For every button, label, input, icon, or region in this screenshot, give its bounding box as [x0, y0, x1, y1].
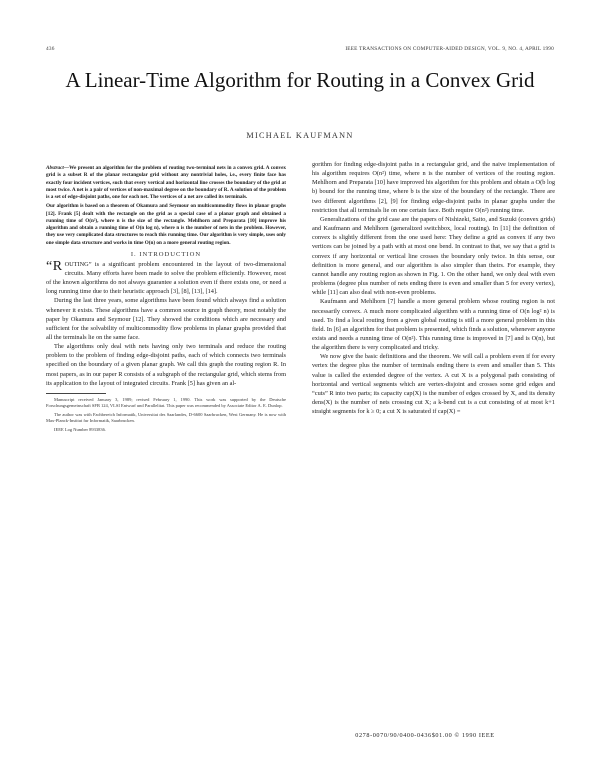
intro-paragraph-1-text: OUTING” is a significant problem encountered in the layout of two-dimensional circuits. Many efforts have been made to solve the problem efficiently. However, most of the known algorithms do not always guarantee a solution even if there exists one, or need a long running time due to their heuristic approach [3], [8], [13], [14]. — [46, 260, 286, 296]
abstract-label: Abstract — [46, 165, 64, 171]
footnote-manuscript: Manuscript received January 3, 1989; revised February 1, 1990. This work was supported by the Deutsche Forschungsgemeinschaft SFB 124, VLSI Entwurf und Parallelitat. This paper was recommended by Associate Editor A. E. Dunlop. — [46, 396, 286, 409]
paper-title: A Linear-Time Algorithm for Routing in a Convex Grid — [65, 68, 535, 92]
footnote-affiliation: The author was with Fachbereich Informatik, Universitat des Saarlandes, D-6600 Saarbrucken, West Germany. He is now with Max-Planck-Institut fur Informatik, Saarbrucken. — [46, 412, 286, 424]
right-paragraph-2: Generalizations of the grid case are the papers of Nishizeki, Saito, and Suzuki (convex grids) and Kaufmann and Mehlhorn (generalized switchbox, local routing). In [11] the definition of convex is slightly different from the one used here: They define a grid as convex if any two vertices can be joined by a path with at most one bend. In contrast to that, we say that a grid is convex if any horizontal or vertical line crosses the boundary only twice. In this sense, our definition is more general, and our algorithm is also simpler than theirs. For example, they cannot handle any routing region as shown in Fig. 1. On the other hand, we only deal with even problems (degree plus number of nets ending there is even and smaller than 5 for every vertex), while [11] can also deal with non-even problems. — [312, 215, 555, 297]
intro-paragraph-2: During the last three years, some algorithms have been found which always find a solution whenever it exists. These algorithms have a common source in graph theory, most notably the paper by Okamura and Seymour [12]. They showed the conditions which are necessary and sufficient for the solvability of multicommodity flow problems in planar graphs provided that all the terminals lie on the same face. — [46, 297, 286, 341]
running-header: IEEE TRANSACTIONS ON COMPUTER-AIDED DESIGN, VOL. 9, NO. 4, APRIL 1990 — [345, 46, 554, 52]
left-column — [46, 165, 286, 433]
abstract-paragraph-2: Our algorithm is based on a theorem of Okamura and Seymour on multicommodity flows in planar graphs [12]. Frank [5] dealt with the rectangle on the grid as a special case of a planar graph and obtained a running time of O(n²), where n is the size of the rectangle. Mehlhorn and Preparata [10] improve his algorithm and obtain a running time of O(n log n), where n is the number of nets in the problem. However, they use very complicated data structures to reach this running time. Our algorithm is very simple, uses only one simple data structure and works in time O(n) on a more general routing region. — [46, 203, 286, 246]
footnote-divider — [46, 393, 106, 394]
right-paragraph-4: We now give the basic definitions and the theorem. We will call a problem even if for every vertex the degree plus the number of terminals ending there is even and smaller than 5. This value is called the extended degree of the vertex. A cut X is a polygonal path consisting of horizontal and vertical segments which are vertex-disjoint and crosses some grid edges and “cuts” R into two parts; its capacity cap(X) is the number of edges crossed by X, and its density dens(X) is the number of nets crossing cut X; a k-bend cut is a cut consisting of at most k+1 straight segments for k ≥ 0; a cut X is saturated if cap(X) = — [312, 353, 555, 416]
copyright-line: 0278-0070/90/0400-0436$01.00 © 1990 IEEE — [355, 732, 495, 739]
author-name: MICHAEL KAUFMANN — [246, 131, 354, 140]
right-paragraph-1: gorithm for finding edge-disjoint paths in a rectangular grid, and the naive implementation of his algorithm requires O(n²) time, where n is the number of vertices of the routing region. Mehlhorn and Preparata [10] have improved his algorithm for this problem and obtain a O(b log b) bound for the running time, where b is the size of the boundary of the rectangle. There are two different algorithms [2], [9] for finding edge-disjoint paths in planar graphs under the restriction that all terminals lie on one certain face. Both require O(n²) running time. — [312, 161, 555, 214]
intro-paragraph-1 — [46, 260, 286, 297]
abstract-paragraph-1: Abstract—We present an algorithm for the problem of routing two-terminal nets in a convex grid. A convex grid is a subset R of the planar rectangular grid without any nontrivial holes, i.e., every finite face has exactly four incident vertices, such that every vertical and horizontal line crosses the boundary of the grid at most twice. A net is a pair of vertices of non-maximal degree on the boundary of R. A solution of the problem is a set of edge-disjoint paths, one for each net. The vertices of a net are called its terminals. — [46, 165, 286, 200]
footnote-log-number: IEEE Log Number 8933836. — [54, 427, 106, 433]
intro-paragraph-3: The algorithms only deal with nets having only two terminals and reduce the routing problem to the problem of finding edge-disjoint paths, each of which connects two terminals specified on the boundary of a given planar graph. We call this graph the routing region R. In most papers, as in our paper R consists of a subgraph of the rectangular grid, which stems from its application to the layout of integrated circuits. Frank [5] has given an al- — [46, 343, 286, 387]
right-paragraph-3: Kaufmann and Mehlhorn [7] handle a more general problem whose routing region is not necessarily convex. A much more complicated algorithm with a running time of O(n log² n) is used. To find a local routing from a given global routing is still a more general problem in this field. In [6] an algorithm for that problem is presented, which finds a solution, whenever anyone exists and needs a running time of O(n²). This running time is improved in [7] and is O(n), but the algorithm there is very complicated and tricky. — [312, 298, 555, 352]
drop-cap: “R — [46, 258, 63, 274]
right-column — [312, 160, 555, 416]
page-number: 436 — [46, 46, 55, 52]
section-heading-introduction: I. INTRODUCTION — [130, 250, 202, 258]
abstract-text-1: We present an algorithm for the problem of routing two-terminal nets in a convex grid. A convex grid is a subset R of the planar rectangular grid without any nontrivial holes, i.e., every finite face has exactly four incident vertices, such that every vertical and horizontal line crosses the boundary of the grid at most twice. A net is a pair of vertices of non-maximal degree on the boundary of R. A solution of the problem is a set of edge-disjoint paths, one for each net. The vertices of a net are called its terminals. — [46, 165, 286, 200]
